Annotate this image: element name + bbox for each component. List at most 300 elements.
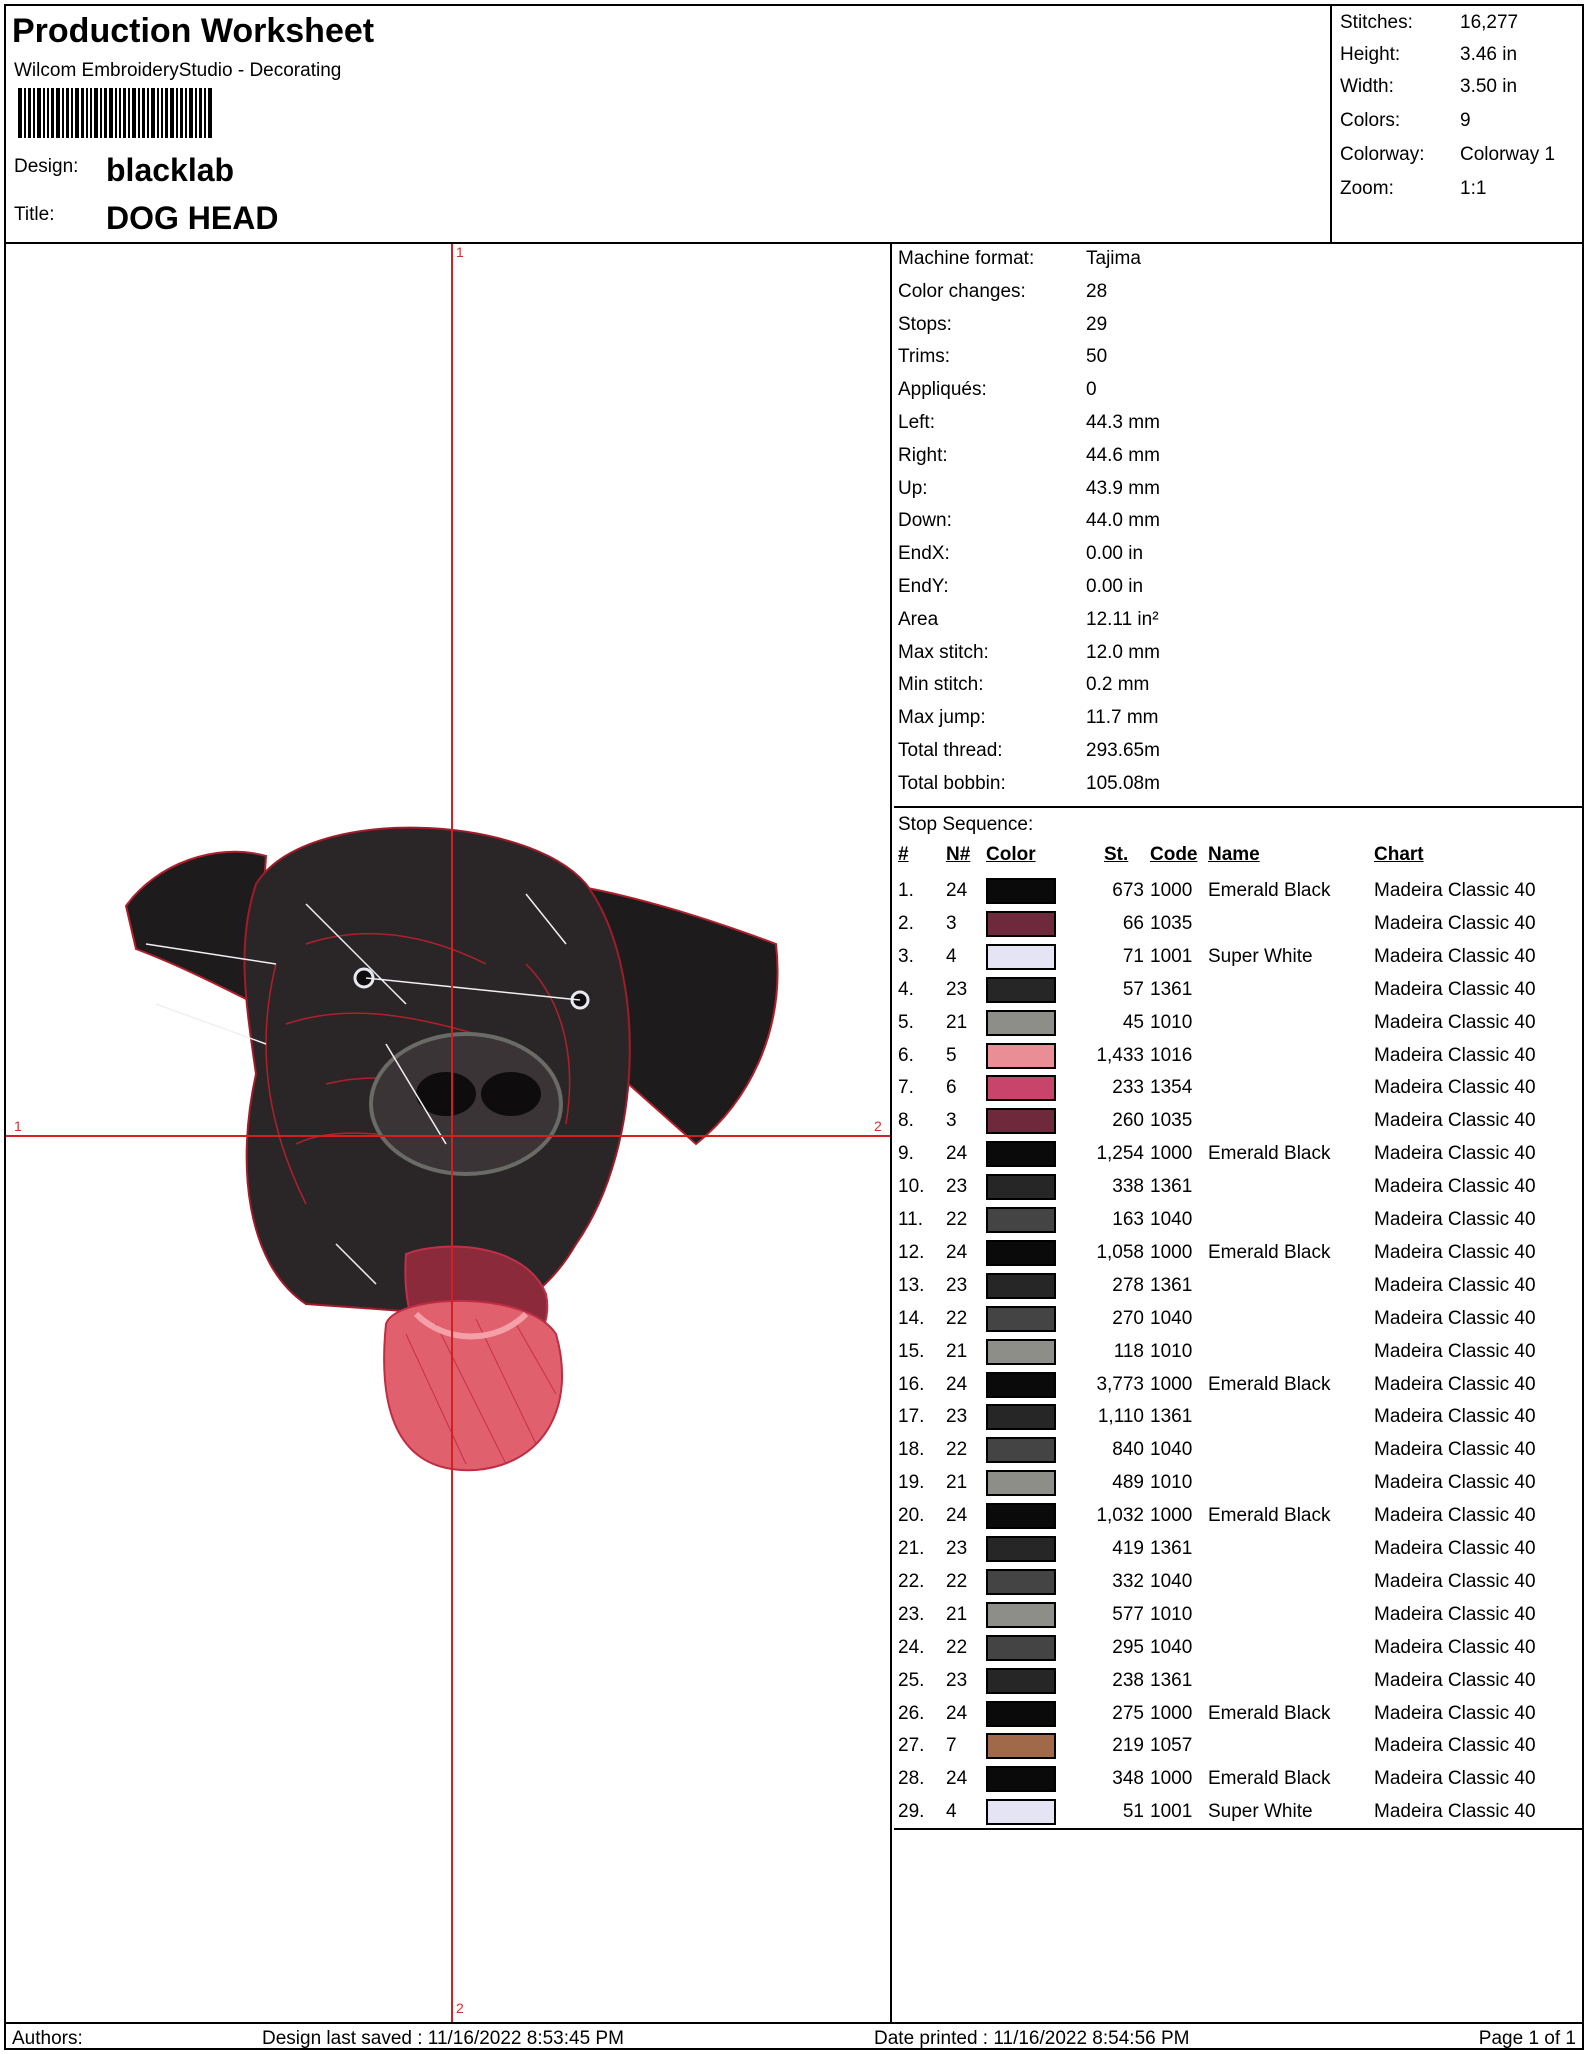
stop-sequence-row [898,1372,1578,1402]
stop-sequence-row [898,1701,1578,1731]
stat-label: Appliqués: [898,379,987,401]
header-left [6,6,1332,242]
stop-sequence-row [898,1733,1578,1763]
stop-sequence-row [898,1306,1578,1336]
stat-label: EndX: [898,543,950,565]
thread-name: Emerald Black [1208,1373,1331,1395]
row-number: 10. [898,1176,925,1198]
thread-chart: Madeira Classic 40 [1374,1570,1536,1592]
stitch-count: 1,254 [1096,1143,1144,1165]
stitch-count: 270 [1112,1307,1144,1329]
machine-stats [894,244,1582,808]
stop-sequence-row [898,1602,1578,1632]
needle-number: 23 [946,1274,968,1296]
color-swatch [986,1141,1056,1167]
stat-label: Total bobbin: [898,772,1006,794]
thread-code: 1035 [1150,1110,1193,1132]
row-number: 18. [898,1439,925,1461]
row-number: 28. [898,1768,925,1790]
stitch-count: 295 [1112,1636,1144,1658]
color-swatch [986,1108,1056,1134]
thread-chart: Madeira Classic 40 [1374,1768,1536,1790]
stitch-count: 118 [1113,1340,1144,1362]
color-swatch [986,1437,1056,1463]
color-swatch [986,977,1056,1003]
row-number: 1. [898,880,914,901]
needle-number: 21 [946,1603,968,1625]
color-swatch [986,1536,1056,1562]
needle-number: 22 [946,1636,968,1658]
needle-number: 24 [946,1143,968,1165]
stop-sequence-row [898,1339,1578,1369]
row-number: 2. [898,912,914,934]
row-number: 23. [898,1603,925,1625]
color-swatch [986,1010,1056,1036]
thread-code: 1010 [1150,1340,1193,1362]
color-swatch [986,1799,1056,1825]
thread-chart: Madeira Classic 40 [1374,978,1536,1000]
color-swatch [986,911,1056,937]
thread-code: 1035 [1150,912,1193,934]
stop-sequence-row [898,1404,1578,1434]
thread-code: 1354 [1150,1077,1193,1099]
stop-sequence-row [898,1240,1578,1270]
color-swatch [986,944,1056,970]
stitch-count: 66 [1122,912,1144,934]
stat-label: Max jump: [898,707,986,729]
design-label: Design: [14,156,79,177]
footer-page-number: Page 1 of 1 [1478,2028,1576,2049]
stitch-count: 71 [1122,945,1144,967]
thread-code: 1361 [1150,978,1193,1000]
thread-chart: Madeira Classic 40 [1374,1636,1536,1658]
stat-row [898,707,1159,729]
footer-authors: Authors: [12,2028,83,2049]
stop-sequence-row [898,944,1578,974]
stitch-count: 673 [1112,880,1144,901]
row-number: 27. [898,1735,925,1757]
stop-sequence-row [898,1635,1578,1665]
needle-number: 3 [946,912,957,934]
stop-sequence-row [898,1075,1578,1105]
stat-label: EndY: [898,576,949,597]
color-swatch [986,1569,1056,1595]
thread-chart: Madeira Classic 40 [1374,1669,1536,1691]
stat-row [898,642,1160,664]
row-number: 15. [898,1340,925,1362]
stop-sequence-row [898,1569,1578,1599]
needle-number: 22 [946,1307,968,1329]
stop-sequence-row [898,1470,1578,1500]
color-swatch [986,1043,1056,1069]
col-chart-header: Chart [1374,844,1424,865]
stitch-count: 219 [1112,1735,1144,1757]
color-swatch [986,1766,1056,1792]
thread-chart: Madeira Classic 40 [1374,1307,1536,1329]
stop-sequence-row [898,1766,1578,1796]
stat-row [898,314,1107,336]
thread-code: 1000 [1150,1143,1193,1165]
axis-label-top: 1 [456,244,464,260]
thread-chart: Madeira Classic 40 [1374,1340,1536,1362]
stat-row [898,674,1149,696]
stitch-count: 163 [1112,1209,1144,1230]
row-number: 22. [898,1570,925,1592]
color-swatch [986,1733,1056,1759]
color-swatch [986,1503,1056,1529]
stitch-count: 238 [1112,1669,1144,1691]
thread-code: 1010 [1150,1472,1193,1494]
stop-sequence-row [898,1010,1578,1040]
stop-sequence-row [898,977,1578,1007]
thread-code: 1000 [1150,1702,1193,1724]
needle-number: 24 [946,1768,968,1790]
thread-name: Emerald Black [1208,1241,1331,1263]
thread-code: 1040 [1150,1570,1193,1592]
thread-chart: Madeira Classic 40 [1374,1176,1536,1198]
stitch-count: 275 [1112,1702,1144,1724]
thread-name: Super White [1208,945,1313,967]
thread-chart: Madeira Classic 40 [1374,1241,1536,1263]
thread-code: 1040 [1150,1439,1193,1461]
color-swatch [986,1174,1056,1200]
color-swatch [986,1075,1056,1101]
stat-row [898,248,1141,270]
thread-chart: Madeira Classic 40 [1374,1209,1536,1230]
needle-number: 22 [946,1439,968,1461]
row-number: 19. [898,1472,925,1494]
worksheet-footer [6,2022,1582,2050]
row-number: 7. [898,1077,914,1099]
stat-row [898,478,1160,500]
thread-name: Emerald Black [1208,880,1331,901]
stop-sequence-row [898,1108,1578,1138]
stat-row [898,412,1160,434]
color-swatch [986,1339,1056,1365]
stitch-count: 489 [1112,1472,1144,1494]
needle-number: 4 [946,1801,957,1823]
worksheet-header [6,6,1582,244]
stitch-count: 51 [1122,1801,1144,1823]
stat-label: Down: [898,510,952,532]
col-name-header: Name [1208,844,1260,865]
stat-value: 0.00 in [1086,543,1144,565]
stat-label: Stops: [898,313,952,335]
stat-label: Color changes: [898,280,1026,302]
stat-value: 29 [1086,313,1108,335]
color-swatch [986,1306,1056,1332]
thread-chart: Madeira Classic 40 [1374,1406,1536,1428]
stop-sequence-row [898,878,1578,908]
axis-label-left: 1 [14,1118,22,1134]
stitch-count: 1,433 [1096,1044,1144,1066]
thread-code: 1361 [1150,1274,1193,1296]
row-number: 14. [898,1307,925,1329]
thread-code: 1016 [1150,1044,1193,1066]
needle-number: 23 [946,1669,968,1691]
stat-row [898,445,1160,467]
thread-chart: Madeira Classic 40 [1374,1439,1536,1461]
stat-value: 43.9 mm [1086,477,1160,499]
stop-sequence [894,810,1582,1830]
stat-value: 12.11 in² [1086,608,1159,630]
stat-row [898,773,1160,795]
color-swatch [986,1668,1056,1694]
design-preview [6,244,892,2022]
stop-sequence-row [898,1536,1578,1566]
color-swatch [986,1701,1056,1727]
row-number: 29. [898,1801,925,1823]
thread-code: 1000 [1150,1768,1193,1790]
footer-last-saved: Design last saved : 11/16/2022 8:53:45 PM [262,2028,624,2049]
stitch-count: 338 [1112,1176,1144,1198]
title-label: Title: [14,204,55,225]
thread-code: 1001 [1150,1801,1193,1823]
thread-chart: Madeira Classic 40 [1374,1702,1536,1724]
stitch-count: 332 [1112,1570,1144,1592]
thread-code: 1057 [1150,1735,1193,1757]
summary-height: Height: 3.46 in [1340,44,1518,65]
needle-number: 24 [946,1702,968,1724]
stitch-count: 45 [1122,1011,1144,1033]
axis-label-bottom: 2 [456,2000,464,2016]
row-number: 25. [898,1669,925,1691]
stitch-count: 577 [1112,1603,1144,1625]
stat-value: 0 [1086,379,1097,401]
color-swatch [986,1372,1056,1398]
stitch-count: 57 [1122,978,1144,1000]
page-title: Production Worksheet [12,12,375,50]
thread-code: 1010 [1150,1603,1193,1625]
stop-sequence-row [898,911,1578,941]
thread-code: 1361 [1150,1669,1193,1691]
stop-sequence-row [898,1207,1578,1237]
stop-sequence-title: Stop Sequence: [898,814,1034,835]
row-number: 13. [898,1274,925,1296]
col-code-header: Code [1150,844,1198,865]
thread-chart: Madeira Classic 40 [1374,1603,1536,1625]
row-number: 11. [898,1209,924,1230]
stop-sequence-row [898,1437,1578,1467]
thread-code: 1040 [1150,1307,1193,1329]
col-num-header: # [898,844,909,865]
row-number: 12. [898,1241,925,1263]
stitch-count: 1,058 [1096,1241,1144,1263]
barcode-image [18,88,282,138]
summary-colors: Colors: 9 [1340,110,1471,131]
info-column [894,244,1582,2022]
row-number: 20. [898,1505,925,1527]
stat-row [898,379,1097,401]
needle-number: 22 [946,1570,968,1592]
stat-value: 0.2 mm [1086,674,1150,696]
thread-code: 1000 [1150,880,1193,901]
design-name: blacklab [106,152,235,188]
stop-sequence-row [898,1799,1578,1829]
footer-date-printed: Date printed : 11/16/2022 8:54:56 PM [874,2028,1190,2049]
stat-value: 50 [1086,346,1108,368]
needle-number: 6 [946,1077,957,1099]
needle-number: 5 [946,1044,957,1066]
summary-width: Width: 3.50 in [1340,76,1518,97]
needle-number: 24 [946,1505,968,1527]
thread-chart: Madeira Classic 40 [1374,1538,1536,1559]
stat-label: Right: [898,444,948,466]
stop-sequence-row [898,1668,1578,1698]
needle-number: 23 [946,978,968,1000]
thread-chart: Madeira Classic 40 [1374,1011,1536,1033]
thread-chart: Madeira Classic 40 [1374,1505,1536,1527]
thread-name: Emerald Black [1208,1143,1331,1165]
thread-chart: Madeira Classic 40 [1374,1044,1536,1066]
thread-chart: Madeira Classic 40 [1374,1077,1536,1099]
thread-chart: Madeira Classic 40 [1374,1373,1536,1395]
design-title: DOG HEAD [106,200,279,236]
stat-row [898,609,1159,631]
thread-chart: Madeira Classic 40 [1374,912,1536,934]
stat-value: 105.08m [1086,772,1160,794]
thread-chart: Madeira Classic 40 [1374,1472,1536,1494]
stat-value: 44.3 mm [1086,412,1160,433]
needle-number: 21 [946,1340,968,1362]
row-number: 6. [898,1044,914,1066]
needle-number: 24 [946,1241,968,1263]
stop-sequence-header [898,844,1578,874]
stop-sequence-row [898,1503,1578,1533]
needle-number: 22 [946,1209,968,1230]
stat-value: 44.6 mm [1086,444,1160,466]
thread-code: 1001 [1150,945,1193,967]
needle-number: 21 [946,1011,968,1033]
stop-sequence-row [898,1043,1578,1073]
stat-value: 293.65m [1086,740,1160,761]
stat-value: 0.00 in [1086,576,1144,597]
color-swatch [986,1207,1056,1233]
row-number: 5. [898,1011,914,1033]
needle-number: 4 [946,945,957,967]
stitch-count: 3,773 [1096,1373,1144,1395]
color-swatch [986,878,1056,904]
thread-chart: Madeira Classic 40 [1374,880,1536,901]
thread-code: 1000 [1150,1373,1193,1395]
production-worksheet [4,4,1584,2050]
summary-stitches: Stitches: 16,277 [1340,12,1519,33]
thread-code: 1000 [1150,1505,1193,1527]
thread-code: 1361 [1150,1406,1193,1428]
stat-label: Up: [898,477,928,499]
stat-row [898,576,1143,598]
stitch-count: 1,110 [1097,1406,1144,1428]
color-swatch [986,1404,1056,1430]
axis-label-right: 2 [874,1118,882,1134]
stat-label: Area [898,608,939,630]
stitch-count: 233 [1112,1077,1144,1099]
stat-value: 12.0 mm [1086,641,1160,663]
thread-chart: Madeira Classic 40 [1374,945,1536,967]
color-swatch [986,1470,1056,1496]
stat-label: Total thread: [898,740,1003,761]
color-swatch [986,1240,1056,1266]
stitch-count: 278 [1112,1274,1144,1296]
thread-chart: Madeira Classic 40 [1374,1735,1536,1757]
thread-code: 1040 [1150,1636,1193,1658]
stat-row [898,346,1107,368]
thread-chart: Madeira Classic 40 [1374,1801,1536,1823]
color-swatch [986,1635,1056,1661]
row-number: 17. [898,1406,925,1428]
thread-code: 1361 [1150,1538,1193,1559]
stop-sequence-row [898,1141,1578,1171]
stop-sequence-row [898,1273,1578,1303]
dog-head-embroidery-image [6,244,892,2022]
stitch-count: 260 [1112,1110,1144,1132]
color-swatch [986,1602,1056,1628]
col-needle-header: N# [946,844,971,865]
needle-number: 24 [946,880,968,901]
thread-code: 1040 [1150,1209,1193,1230]
summary-panel [1334,6,1582,242]
summary-zoom: Zoom: 1:1 [1340,178,1487,199]
row-number: 21. [898,1538,925,1559]
needle-number: 7 [946,1735,957,1757]
color-swatch [986,1273,1056,1299]
stat-label: Left: [898,412,935,433]
needle-number: 23 [946,1538,968,1559]
thread-code: 1361 [1150,1176,1193,1198]
stat-row [898,510,1160,532]
stitch-count: 1,032 [1096,1505,1144,1527]
thread-chart: Madeira Classic 40 [1374,1110,1536,1132]
thread-name: Super White [1208,1801,1313,1823]
stat-value: Tajima [1086,248,1141,269]
stat-label: Min stitch: [898,674,984,696]
needle-number: 23 [946,1406,968,1428]
stat-value: 44.0 mm [1086,510,1160,532]
software-subtitle: Wilcom EmbroideryStudio - Decorating [14,60,342,81]
row-number: 16. [898,1373,925,1395]
row-number: 26. [898,1702,925,1724]
stat-row [898,543,1143,565]
col-stitches-header: St. [1104,844,1129,865]
needle-number: 23 [946,1176,968,1198]
stat-label: Max stitch: [898,641,989,663]
thread-name: Emerald Black [1208,1505,1331,1527]
stat-label: Trims: [898,346,951,368]
col-color-header: Color [986,844,1036,865]
needle-number: 21 [946,1472,968,1494]
row-number: 8. [898,1110,914,1132]
summary-colorway: Colorway: Colorway 1 [1340,144,1556,165]
stat-row [898,740,1160,762]
thread-chart: Madeira Classic 40 [1374,1274,1536,1296]
stat-value: 11.7 mm [1086,707,1159,729]
row-number: 4. [898,978,914,1000]
thread-name: Emerald Black [1208,1768,1331,1790]
needle-number: 24 [946,1373,968,1395]
row-number: 24. [898,1636,925,1658]
thread-name: Emerald Black [1208,1702,1331,1724]
row-number: 3. [898,945,914,967]
stat-label: Machine format: [898,248,1035,269]
stitch-count: 419 [1112,1538,1144,1559]
thread-code: 1010 [1150,1011,1193,1033]
stitch-count: 348 [1112,1768,1144,1790]
thread-chart: Madeira Classic 40 [1374,1143,1536,1165]
stat-row [898,281,1107,303]
stop-sequence-row [898,1174,1578,1204]
thread-code: 1000 [1150,1241,1193,1263]
row-number: 9. [898,1143,914,1165]
